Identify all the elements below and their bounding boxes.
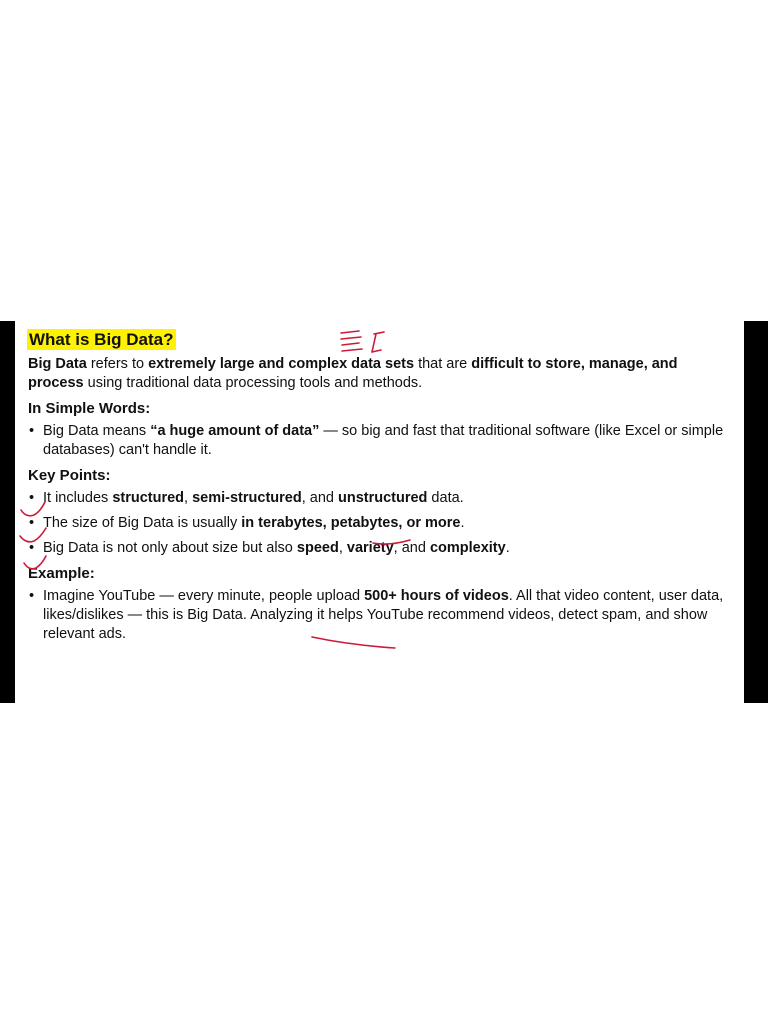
key-points-list [28,489,733,558]
item-text: . All that video content, user data, likes/dislikes — this is Big Data. Analyzing it helps YouTube recommend videos, detect spam, and show relevant ads. [43,588,724,642]
item-text: . [505,540,510,556]
item-text: , [338,540,347,556]
item-emphasis: semi-structured [192,490,302,506]
intro-text: refers to [86,356,149,372]
item-emphasis: 500+ hours of videos [364,588,509,604]
intro-emphasis: extremely large and complex data sets [148,356,415,372]
intro-paragraph [28,355,733,393]
simple-words-list [28,422,733,460]
intro-emphasis: difficult to store, manage, and process [28,356,678,391]
example-heading: Example: [28,565,95,582]
list-item [28,422,733,460]
item-text: data. [427,490,464,506]
item-emphasis: unstructured [337,490,428,506]
item-text: Big Data means [43,423,151,439]
list-item [28,489,733,508]
example-list [28,587,733,644]
list-item [28,514,733,533]
right-letterbox-bar [744,321,768,703]
intro-text: using traditional data processing tools and methods. [83,375,423,391]
item-text: , and [393,540,430,556]
item-text: Imagine YouTube — every minute, people upload [43,588,365,604]
list-item [28,539,733,558]
item-emphasis: complexity [429,540,506,556]
item-text: , and [301,490,338,506]
intro-text: that are [414,356,472,372]
slide [15,321,744,703]
left-letterbox-bar [0,321,15,703]
item-text: — so big and fast that traditional software (like Excel or simple databases) can't handle it. [43,423,724,458]
intro-term: Big Data [28,356,87,372]
slide-content [28,329,733,644]
item-text: , [184,490,193,506]
item-emphasis: speed [296,540,339,556]
item-text: . [460,515,465,531]
simple-words-heading: In Simple Words: [28,400,151,417]
list-item [28,587,733,644]
item-text: The size of Big Data is usually [43,515,242,531]
item-emphasis: structured [112,490,185,506]
item-text: Big Data is not only about size but also [43,540,297,556]
slide-title: What is Big Data? [29,330,174,349]
item-emphasis: variety [346,540,394,556]
key-points-heading: Key Points: [28,467,111,484]
item-emphasis: “a huge amount of data” [150,423,320,439]
item-text: It includes [43,490,113,506]
item-emphasis: in terabytes, petabytes, or more [241,515,461,531]
